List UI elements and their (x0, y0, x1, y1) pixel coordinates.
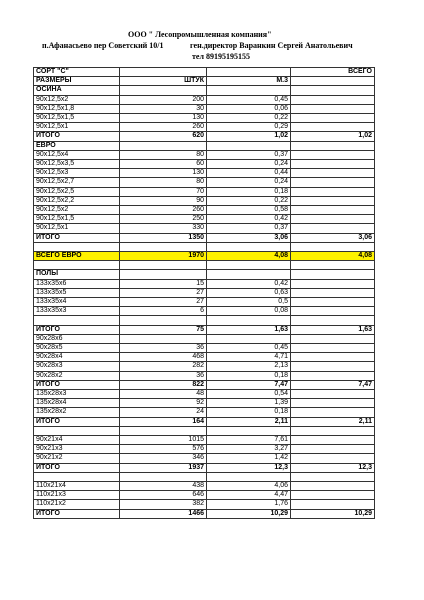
volume-cell: 2,13 (207, 362, 291, 371)
total-cell (291, 86, 375, 95)
size-cell: 90х12,5х1 (34, 123, 120, 132)
volume-cell: 0,18 (207, 408, 291, 417)
quantity-cell: 1015 (120, 436, 207, 445)
volume-cell: 1,42 (207, 454, 291, 463)
table-row (34, 68, 375, 77)
table-row (34, 408, 375, 417)
size-cell: 90х12,5х3 (34, 169, 120, 178)
quantity-cell: 1970 (120, 252, 207, 261)
total-cell (291, 298, 375, 307)
quantity-cell: 822 (120, 380, 207, 389)
size-cell: 90х21х4 (34, 436, 120, 445)
quantity-cell: 27 (120, 288, 207, 297)
table-row (34, 279, 375, 288)
size-cell: 110х21х2 (34, 500, 120, 509)
quantity-cell: 48 (120, 390, 207, 399)
total-cell (291, 261, 375, 270)
total-cell: 3,06 (291, 233, 375, 242)
quantity-cell: 646 (120, 491, 207, 500)
quantity-cell: 36 (120, 344, 207, 353)
quantity-cell: 1937 (120, 463, 207, 472)
size-cell: 90х12,5х2 (34, 95, 120, 104)
volume-cell: 1,02 (207, 132, 291, 141)
table-row (34, 390, 375, 399)
quantity-cell: 200 (120, 95, 207, 104)
table-row (34, 114, 375, 123)
volume-cell: 3,27 (207, 445, 291, 454)
volume-cell: 0,42 (207, 215, 291, 224)
quantity-cell: 130 (120, 169, 207, 178)
total-cell: ВСЕГО (291, 68, 375, 77)
total-cell (291, 353, 375, 362)
size-cell: 133х35х4 (34, 298, 120, 307)
volume-cell (207, 426, 291, 435)
size-cell: 90х28х5 (34, 344, 120, 353)
volume-cell: 0,37 (207, 150, 291, 159)
table-row (34, 169, 375, 178)
size-cell: ИТОГО (34, 132, 120, 141)
total-cell (291, 472, 375, 481)
quantity-cell: 620 (120, 132, 207, 141)
total-cell (291, 187, 375, 196)
quantity-cell: 260 (120, 123, 207, 132)
table-row (34, 187, 375, 196)
size-cell: 90х12,5х2,5 (34, 187, 120, 196)
table-row (34, 399, 375, 408)
table-row (34, 509, 375, 518)
volume-cell: 7,47 (207, 380, 291, 389)
total-cell (291, 270, 375, 279)
quantity-cell: 382 (120, 500, 207, 509)
quantity-cell: 468 (120, 353, 207, 362)
total-cell (291, 491, 375, 500)
total-cell: 12,3 (291, 463, 375, 472)
total-cell: 2,11 (291, 417, 375, 426)
total-cell (291, 371, 375, 380)
quantity-cell (120, 334, 207, 343)
size-cell: РАЗМЕРЫ (34, 77, 120, 86)
size-cell: 90х12,5х4 (34, 150, 120, 159)
total-cell: 1,63 (291, 325, 375, 334)
size-cell: 135х28х3 (34, 390, 120, 399)
size-cell: 90х21х2 (34, 454, 120, 463)
quantity-cell: 36 (120, 371, 207, 380)
size-cell: 90х28х6 (34, 334, 120, 343)
quantity-cell: 24 (120, 408, 207, 417)
volume-cell: 4,08 (207, 252, 291, 261)
volume-cell: 7,61 (207, 436, 291, 445)
table-row (34, 141, 375, 150)
size-cell: ИТОГО (34, 417, 120, 426)
quantity-cell: 1350 (120, 233, 207, 242)
size-cell: 133х35х5 (34, 288, 120, 297)
total-cell (291, 215, 375, 224)
table-row (34, 215, 375, 224)
quantity-cell: 250 (120, 215, 207, 224)
table-row (34, 353, 375, 362)
size-cell: ИТОГО (34, 233, 120, 242)
total-cell: 10,29 (291, 509, 375, 518)
volume-cell: 0,18 (207, 371, 291, 380)
table-row (34, 132, 375, 141)
quantity-cell: 80 (120, 150, 207, 159)
volume-cell: 0,22 (207, 196, 291, 205)
quantity-cell (120, 426, 207, 435)
size-cell: ВСЕГО ЕВРО (34, 252, 120, 261)
size-cell: 90х12,5х1 (34, 224, 120, 233)
volume-cell: 2,11 (207, 417, 291, 426)
total-cell (291, 344, 375, 353)
volume-cell (207, 334, 291, 343)
size-cell (34, 261, 120, 270)
volume-cell (207, 141, 291, 150)
table-row (34, 288, 375, 297)
quantity-cell (120, 141, 207, 150)
table-row (34, 123, 375, 132)
total-cell (291, 334, 375, 343)
table-row (34, 233, 375, 242)
price-table-body (34, 68, 375, 519)
company-address: п.Афанасьево пер Советский 10/1 (42, 41, 164, 50)
table-row (34, 417, 375, 426)
quantity-cell: 15 (120, 279, 207, 288)
total-cell (291, 224, 375, 233)
table-row (34, 206, 375, 215)
total-cell (291, 178, 375, 187)
table-row (34, 196, 375, 205)
volume-cell: 0,44 (207, 169, 291, 178)
size-cell: ОСИНА (34, 86, 120, 95)
table-row (34, 454, 375, 463)
table-row (34, 436, 375, 445)
volume-cell: 0,58 (207, 206, 291, 215)
volume-cell: 1,39 (207, 399, 291, 408)
quantity-cell: 30 (120, 104, 207, 113)
volume-cell: 0,29 (207, 123, 291, 132)
total-cell (291, 242, 375, 251)
table-row (34, 334, 375, 343)
table-row (34, 371, 375, 380)
total-cell (291, 307, 375, 316)
size-cell: ПОЛЫ (34, 270, 120, 279)
quantity-cell: 282 (120, 362, 207, 371)
size-cell: 90х12,5х1,8 (34, 104, 120, 113)
table-row (34, 178, 375, 187)
total-cell (291, 95, 375, 104)
quantity-cell: 130 (120, 114, 207, 123)
size-cell (34, 472, 120, 481)
total-cell (291, 426, 375, 435)
total-cell (291, 362, 375, 371)
total-cell (291, 445, 375, 454)
size-cell: 90х12,5х2,7 (34, 178, 120, 187)
quantity-cell: 92 (120, 399, 207, 408)
volume-cell: 3,06 (207, 233, 291, 242)
quantity-cell: 260 (120, 206, 207, 215)
total-cell (291, 114, 375, 123)
volume-cell: 0,08 (207, 307, 291, 316)
volume-cell (207, 472, 291, 481)
table-row (34, 77, 375, 86)
volume-cell: 0,22 (207, 114, 291, 123)
volume-cell: 0,24 (207, 178, 291, 187)
table-row (34, 242, 375, 251)
size-cell: 135х28х2 (34, 408, 120, 417)
table-row (34, 307, 375, 316)
size-cell: ИТОГО (34, 380, 120, 389)
volume-cell: 4,47 (207, 491, 291, 500)
total-cell (291, 196, 375, 205)
table-row (34, 150, 375, 159)
quantity-cell (120, 242, 207, 251)
total-cell: 4,08 (291, 252, 375, 261)
quantity-cell: 90 (120, 196, 207, 205)
size-cell: 90х12,5х2,2 (34, 196, 120, 205)
total-cell (291, 160, 375, 169)
total-cell (291, 141, 375, 150)
volume-cell: 0,45 (207, 95, 291, 104)
quantity-cell (120, 86, 207, 95)
volume-cell (207, 316, 291, 325)
quantity-cell: 346 (120, 454, 207, 463)
table-row (34, 445, 375, 454)
table-row (34, 463, 375, 472)
total-cell (291, 399, 375, 408)
size-cell: 110х21х4 (34, 482, 120, 491)
size-cell: ИТОГО (34, 325, 120, 334)
table-row (34, 380, 375, 389)
size-cell: ИТОГО (34, 509, 120, 518)
size-cell (34, 426, 120, 435)
total-cell (291, 288, 375, 297)
table-row (34, 224, 375, 233)
size-cell: 135х28х4 (34, 399, 120, 408)
total-cell (291, 206, 375, 215)
quantity-cell: 576 (120, 445, 207, 454)
table-row (34, 426, 375, 435)
total-cell (291, 454, 375, 463)
table-row (34, 298, 375, 307)
volume-cell: 0,37 (207, 224, 291, 233)
volume-cell: 1,76 (207, 500, 291, 509)
size-cell: 90х21х3 (34, 445, 120, 454)
volume-cell: 0,06 (207, 104, 291, 113)
total-cell (291, 500, 375, 509)
volume-cell (207, 242, 291, 251)
size-cell: 90х28х3 (34, 362, 120, 371)
size-cell: 133х35х3 (34, 307, 120, 316)
quantity-cell (120, 261, 207, 270)
total-cell (291, 150, 375, 159)
total-cell (291, 77, 375, 86)
volume-cell: 4,06 (207, 482, 291, 491)
price-table (33, 67, 375, 519)
quantity-cell: 70 (120, 187, 207, 196)
size-cell (34, 316, 120, 325)
director-name: ген.директор Варанкин Сергей Анатольевич (190, 41, 353, 50)
volume-cell: 0,63 (207, 288, 291, 297)
size-cell: 90х28х4 (34, 353, 120, 362)
size-cell: 133х35х6 (34, 279, 120, 288)
quantity-cell: 164 (120, 417, 207, 426)
size-cell: ЕВРО (34, 141, 120, 150)
total-cell (291, 408, 375, 417)
quantity-cell: 1466 (120, 509, 207, 518)
size-cell: 90х12,5х1,5 (34, 215, 120, 224)
table-row (34, 491, 375, 500)
volume-cell (207, 68, 291, 77)
total-cell (291, 169, 375, 178)
company-name: ООО " Лесопромышленная компания" (128, 30, 272, 39)
table-row (34, 86, 375, 95)
quantity-cell: 438 (120, 482, 207, 491)
quantity-cell: 75 (120, 325, 207, 334)
total-cell (291, 436, 375, 445)
table-row (34, 160, 375, 169)
table-row (34, 482, 375, 491)
total-cell (291, 279, 375, 288)
size-cell (34, 242, 120, 251)
volume-cell (207, 261, 291, 270)
volume-cell: 0,18 (207, 187, 291, 196)
table-row (34, 316, 375, 325)
phone-number: тел 89195195155 (192, 52, 250, 61)
quantity-cell (120, 68, 207, 77)
volume-cell: 0,42 (207, 279, 291, 288)
volume-cell: 12,3 (207, 463, 291, 472)
size-cell: 90х12,5х3,5 (34, 160, 120, 169)
quantity-cell: 27 (120, 298, 207, 307)
volume-cell: М.3 (207, 77, 291, 86)
quantity-cell: 60 (120, 160, 207, 169)
total-cell (291, 482, 375, 491)
volume-cell (207, 270, 291, 279)
volume-cell: 0,5 (207, 298, 291, 307)
total-cell: 7,47 (291, 380, 375, 389)
table-row (34, 325, 375, 334)
size-cell: 110х21х3 (34, 491, 120, 500)
table-row (34, 261, 375, 270)
table-row (34, 472, 375, 481)
volume-cell (207, 86, 291, 95)
table-row (34, 270, 375, 279)
volume-cell: 10,29 (207, 509, 291, 518)
quantity-cell: ШТУК (120, 77, 207, 86)
quantity-cell: 80 (120, 178, 207, 187)
volume-cell: 4,71 (207, 353, 291, 362)
total-cell: 1,02 (291, 132, 375, 141)
volume-cell: 0,54 (207, 390, 291, 399)
total-cell (291, 390, 375, 399)
quantity-cell: 330 (120, 224, 207, 233)
volume-cell: 1,63 (207, 325, 291, 334)
quantity-cell (120, 270, 207, 279)
total-cell (291, 104, 375, 113)
table-row (34, 104, 375, 113)
volume-cell: 0,45 (207, 344, 291, 353)
size-cell: ИТОГО (34, 463, 120, 472)
size-cell: СОРТ "С" (34, 68, 120, 77)
table-row (34, 95, 375, 104)
highlight-row (34, 252, 375, 261)
table-row (34, 500, 375, 509)
quantity-cell (120, 316, 207, 325)
total-cell (291, 316, 375, 325)
size-cell: 90х12,5х2 (34, 206, 120, 215)
table-row (34, 362, 375, 371)
volume-cell: 0,24 (207, 160, 291, 169)
total-cell (291, 123, 375, 132)
size-cell: 90х28х2 (34, 371, 120, 380)
size-cell: 90х12,5х1,5 (34, 114, 120, 123)
table-row (34, 344, 375, 353)
quantity-cell (120, 472, 207, 481)
quantity-cell: 6 (120, 307, 207, 316)
